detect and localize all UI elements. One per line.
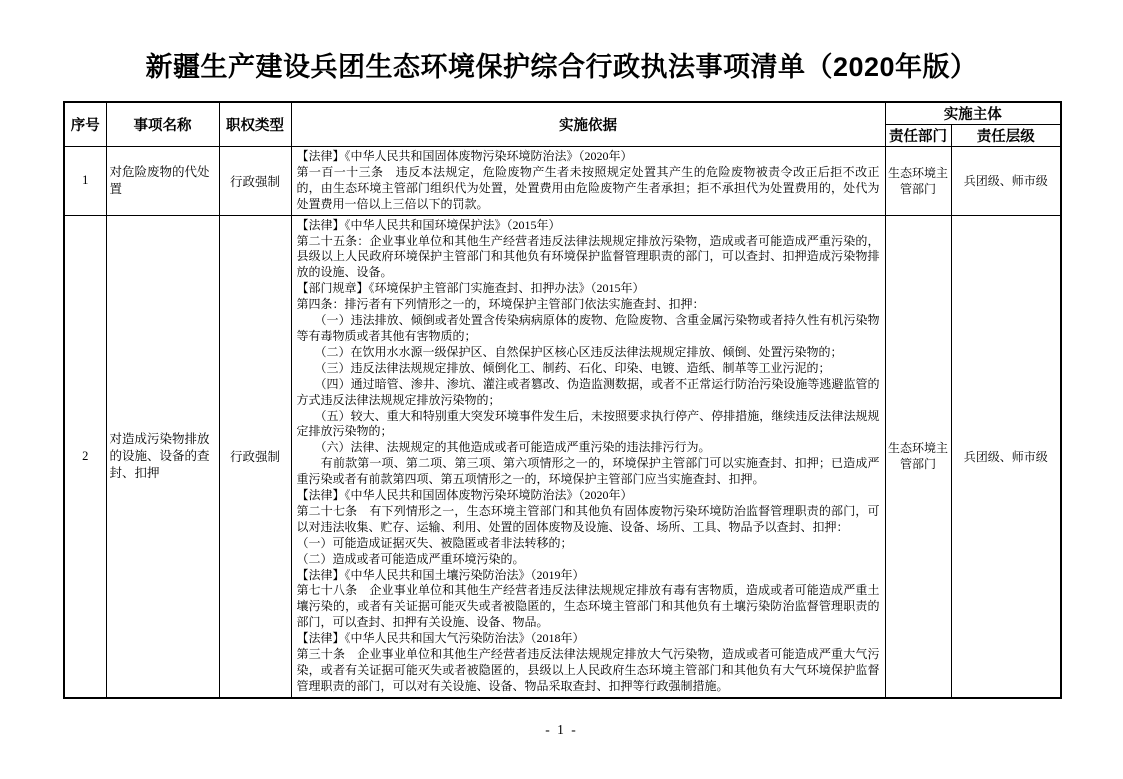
basis-paragraph: 有前款第一项、第二项、第三项、第六项情形之一的，环境保护主管部门可以实施查封、扣押；已造成严重污染或者有前款第四项、第五项情形之一的，环境保护主管部门应当实施查封、扣押。 <box>296 456 880 487</box>
table-row <box>64 147 1061 216</box>
basis-paragraph: 第二十七条 有下列情形之一，生态环境主管部门和其他负有固体废物污染环境防治监督管理职责的部门，可以对违法收集、贮存、运输、利用、处置的固体废物及设施、设备、场所、工具、物品予以查封、扣押： <box>296 503 880 534</box>
basis-paragraph: （五）较大、重大和特别重大突发环境事件发生后，未按照要求执行停产、停排措施，继续违反法律法规规定排放污染物的； <box>296 408 880 439</box>
basis-paragraph: 【法律】《中华人民共和国固体废物污染环境防治法》（2020年） <box>296 488 633 503</box>
basis-paragraph: 【部门规章】《环境保护主管部门实施查封、扣押办法》（2015年） <box>296 281 645 296</box>
page-number: - 1 - <box>545 722 578 737</box>
basis-paragraph: （二）造成或者可能造成严重环境污染的。 <box>296 551 525 566</box>
basis-paragraph: （六）法律、法规规定的其他造成或者可能造成严重污染的违法排污行为。 <box>296 440 711 455</box>
basis-paragraph: 第七十八条 企业事业单位和其他生产经营者违反法律法规规定排放有毒有害物质，造成或者可能造成严重土壤污染的，或者有关证据可能灭失或者被隐匿的，生态环境主管部门和其他负有土壤污染防治监督管理职责的部门，可以查封、扣押有关设施、设备、物品。 <box>296 583 880 630</box>
basis-paragraph: 第三十条 企业事业单位和其他生产经营者违反法律法规规定排放大气污染物，造成或者可能造成严重大气污染，或者有关证据可能灭失或者被隐匿的，县级以上人民政府生态环境主管部门和其他负有大气环境保护监督管理职责的部门，可以对有关设施、设备、物品采取查封、扣押等行政强制措施。 <box>296 647 880 693</box>
header-cell-item-name: 事项名称 <box>106 102 219 147</box>
basis-paragraph: （三）违反法律法规规定排放、倾倒化工、制药、石化、印染、电镀、造纸、制革等工业污泥的； <box>296 360 831 375</box>
header-cell-authority-type: 职权类型 <box>219 102 291 147</box>
basis-paragraph: 第一百一十三条 违反本法规定，危险废物产生者未按照规定处置其产生的危险废物被责令改正后拒不改正的，由生态环境主管部门组织代为处置，处置费用由危险废物产生者承担；拒不承担代为处置费用的，处代为处置费用一倍以上三倍以下的罚款。 <box>296 164 880 211</box>
cell-authority-type: 行政强制 <box>219 215 291 698</box>
basis-paragraph: （一）可能造成证据灭失、被隐匿或者非法转移的； <box>296 535 573 550</box>
basis-paragraph: 【法律】《中华人民共和国大气污染防治法》（2018年） <box>296 631 585 646</box>
basis-paragraph: （二）在饮用水水源一级保护区、自然保护区核心区违反法律法规规定排放、倾倒、处置污染物的； <box>296 344 843 359</box>
cell-implementation-basis <box>291 215 885 698</box>
cell-item-name: 对造成污染物排放的设施、设备的查封、扣押 <box>106 215 219 698</box>
cell-authority-type: 行政强制 <box>219 147 291 216</box>
basis-paragraph: 【法律】《中华人民共和国固体废物污染环境防治法》（2020年） <box>296 149 633 163</box>
basis-paragraph: 第二十五条：企业事业单位和其他生产经营者违反法律法规规定排放污染物，造成或者可能造成严重污染的，县级以上人民政府环境保护主管部门和其他负有环境保护监督管理职责的部门，可以查封、扣押造成污染物排放的设施、设备。 <box>296 233 880 280</box>
cell-implementation-basis <box>291 147 885 216</box>
cell-item-name: 对危险废物的代处置 <box>106 147 219 216</box>
table-header <box>64 102 1061 147</box>
header-cell-no: 序号 <box>64 102 106 147</box>
header-cell-implementation-subject: 实施主体 <box>885 102 1061 125</box>
table-row <box>64 215 1061 698</box>
cell-responsibility-level: 兵团级、师市级 <box>951 215 1061 698</box>
cell-row-number: 1 <box>64 147 106 216</box>
page-title: 新疆生产建设兵团生态环境保护综合行政执法事项清单（2020年版） <box>145 52 978 82</box>
header-cell-implementation-basis: 实施依据 <box>291 102 885 147</box>
header-cell-responsible-department: 责任部门 <box>885 125 951 147</box>
cell-row-number: 2 <box>64 215 106 698</box>
header-cell-responsibility-level: 责任层级 <box>951 125 1061 147</box>
cell-responsibility-level: 兵团级、师市级 <box>951 147 1061 216</box>
basis-paragraph: （四）通过暗管、渗井、渗坑、灌注或者篡改、伪造监测数据，或者不正常运行防治污染设施等逃避监管的方式违反法律法规规定排放污染物的； <box>296 376 880 407</box>
basis-paragraph: 第四条：排污者有下列情形之一的，环境保护主管部门依法实施查封、扣押： <box>296 297 705 312</box>
basis-paragraph: （一）违法排放、倾倒或者处置含传染病病原体的废物、危险废物、含重金属污染物或者持久性有机污染物等有毒物质或者其他有害物质的； <box>296 313 880 343</box>
cell-responsible-department: 生态环境主管部门 <box>885 215 951 698</box>
basis-paragraph: 【法律】《中华人民共和国土壤污染防治法》（2019年） <box>296 567 585 582</box>
cell-responsible-department: 生态环境主管部门 <box>885 147 951 216</box>
enforcement-items-table <box>63 101 1062 699</box>
basis-paragraph: 【法律】《中华人民共和国环境保护法》（2015年） <box>296 217 561 232</box>
